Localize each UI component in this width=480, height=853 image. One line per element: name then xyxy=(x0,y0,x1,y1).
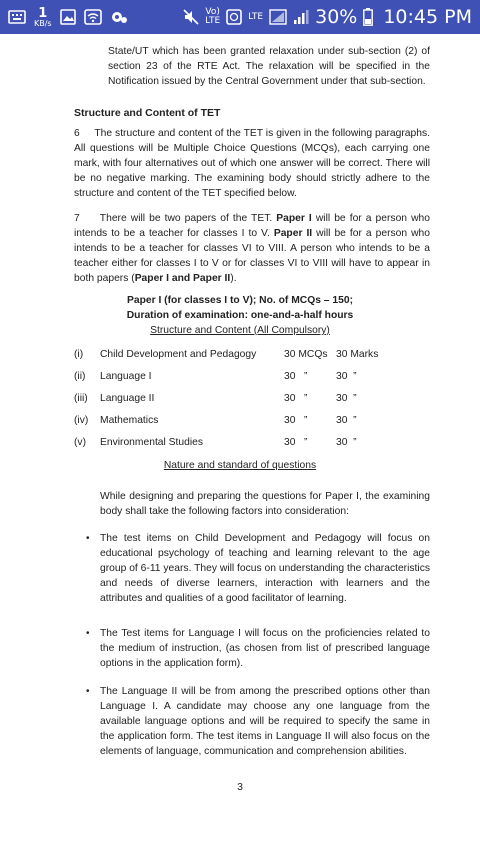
row-marks: 30 Marks xyxy=(336,349,379,360)
table-row xyxy=(74,413,414,429)
row-mcqs: 30 MCQs xyxy=(284,349,328,360)
row-marks: 30 ” xyxy=(336,371,357,382)
nature-heading: Nature and standard of questions xyxy=(163,460,317,471)
row-mcqs: 30 ” xyxy=(284,371,308,382)
paragraph-7-text-c: will be for a person who intends to be a teacher for classes I to V. xyxy=(74,213,430,239)
row-marks: 30 ” xyxy=(336,437,357,448)
battery-icon xyxy=(363,8,373,26)
row-mcqs: 30 ” xyxy=(284,393,308,404)
paragraph-7-both-papers: Paper I and Paper II xyxy=(134,273,231,284)
paragraph-6: 6 The structure and content of the TET is given in the following paragraphs. All questions will be Multiple Choice Questions (MCQs), each carrying one mark, with four alternatives out of which one answer will be correct. There will be no negative marking. The examining body should strictly adhere to the structure and content of the TET specified below. xyxy=(74,128,430,199)
paragraph-7-text-a: 7 There will be two papers of the TET. xyxy=(74,213,277,224)
row-number: (v) xyxy=(74,437,87,448)
table-row xyxy=(74,369,414,385)
list-item xyxy=(86,531,430,606)
row-number: (iv) xyxy=(74,415,89,426)
signal-bars-icon xyxy=(293,9,309,25)
bullet-text: The test items on Child Development and Pedagogy will focus on educational psychology of teaching and learning relevant to the age group of 6-11 years. They will focus on understanding the characteristics and needs of diverse learners, interaction with learners and the attributes and qualities of a good facilitator of learning. xyxy=(100,533,430,604)
row-number: (i) xyxy=(74,349,84,360)
nature-paragraph: While designing and preparing the questions for Paper I, the examining body shall take the following factors into consideration: xyxy=(100,491,430,517)
paragraph-7-paper-ii: Paper II xyxy=(273,228,313,239)
settings-notification-icon xyxy=(110,9,128,25)
paper1-duration: Duration of examination: one-and-a-half hours xyxy=(126,310,354,321)
bullet-text: The Test items for Language I will focus on the proficiencies related to the medium of instruction, (as chosen from list of prescribed language options in the application form). xyxy=(100,628,430,669)
row-subject: Language II xyxy=(100,393,155,404)
row-subject: Environmental Studies xyxy=(100,437,204,448)
volte-indicator: Vo) LTE xyxy=(205,7,221,26)
wifi-notification-icon xyxy=(84,9,102,25)
keyboard-notification-icon xyxy=(8,10,26,24)
row-number: (ii) xyxy=(74,371,86,382)
paper1-title: Paper I (for classes I to V); No. of MCQs – 150; xyxy=(126,295,354,306)
page-number: 3 xyxy=(237,781,243,793)
table-row xyxy=(74,435,414,451)
battery-percent: 30% xyxy=(315,6,358,28)
bullet-text: The Language II will be from among the prescribed options other than Language I. A candidate may choose any one language from the available language options and will be required to specify the same in the application form. The test items in Language II will also focus on the elements of language, communication and comprehension abilities. xyxy=(100,686,430,757)
table-row xyxy=(74,347,414,363)
paragraph-7 xyxy=(74,211,430,286)
network-speed xyxy=(34,7,52,28)
row-marks: 30 ” xyxy=(336,415,357,426)
status-bar xyxy=(0,0,480,34)
row-number: (iii) xyxy=(74,393,88,404)
list-item xyxy=(86,684,430,759)
row-mcqs: 30 ” xyxy=(284,437,308,448)
clock-time: 10:45 PM xyxy=(383,6,472,28)
image-notification-icon xyxy=(60,9,76,25)
row-marks: 30 ” xyxy=(336,393,357,404)
bullet-icon: • xyxy=(86,533,90,544)
mute-icon xyxy=(183,9,199,25)
paper1-subheading: Structure and Content (All Compulsory) xyxy=(150,325,330,336)
section-heading-structure: Structure and Content of TET xyxy=(74,107,221,119)
paragraph-7-text-e: will be for a person who intends to be a teacher for classes VI to VIII. A person who intends to be a teacher either for classes I to V or for classes VI to VIII will have to appear in both papers ( xyxy=(74,228,430,284)
table-row xyxy=(74,391,414,407)
alarm-icon xyxy=(226,9,242,25)
row-subject: Language I xyxy=(100,371,152,382)
list-item xyxy=(86,626,430,671)
network-speed-unit: KB/s xyxy=(34,18,52,28)
lte-label: LTE xyxy=(248,11,264,22)
intro-paragraph: State/UT which has been granted relaxation under sub-section (2) of section 23 of the RTE Act. The relaxation will be specified in the Notification issued by the Central Government under that sub-section. xyxy=(108,46,430,87)
row-subject: Child Development and Pedagogy xyxy=(100,349,257,360)
row-mcqs: 30 ” xyxy=(284,415,308,426)
document-page[interactable] xyxy=(0,34,480,853)
paragraph-7-paper-i: Paper I xyxy=(276,213,312,224)
row-subject: Mathematics xyxy=(100,415,159,426)
paragraph-7-text-g: ). xyxy=(230,273,237,284)
bullet-icon: • xyxy=(86,628,90,639)
network-speed-value: 1 xyxy=(38,5,48,21)
data-signal-icon xyxy=(269,9,287,25)
bullet-icon: • xyxy=(86,686,90,697)
